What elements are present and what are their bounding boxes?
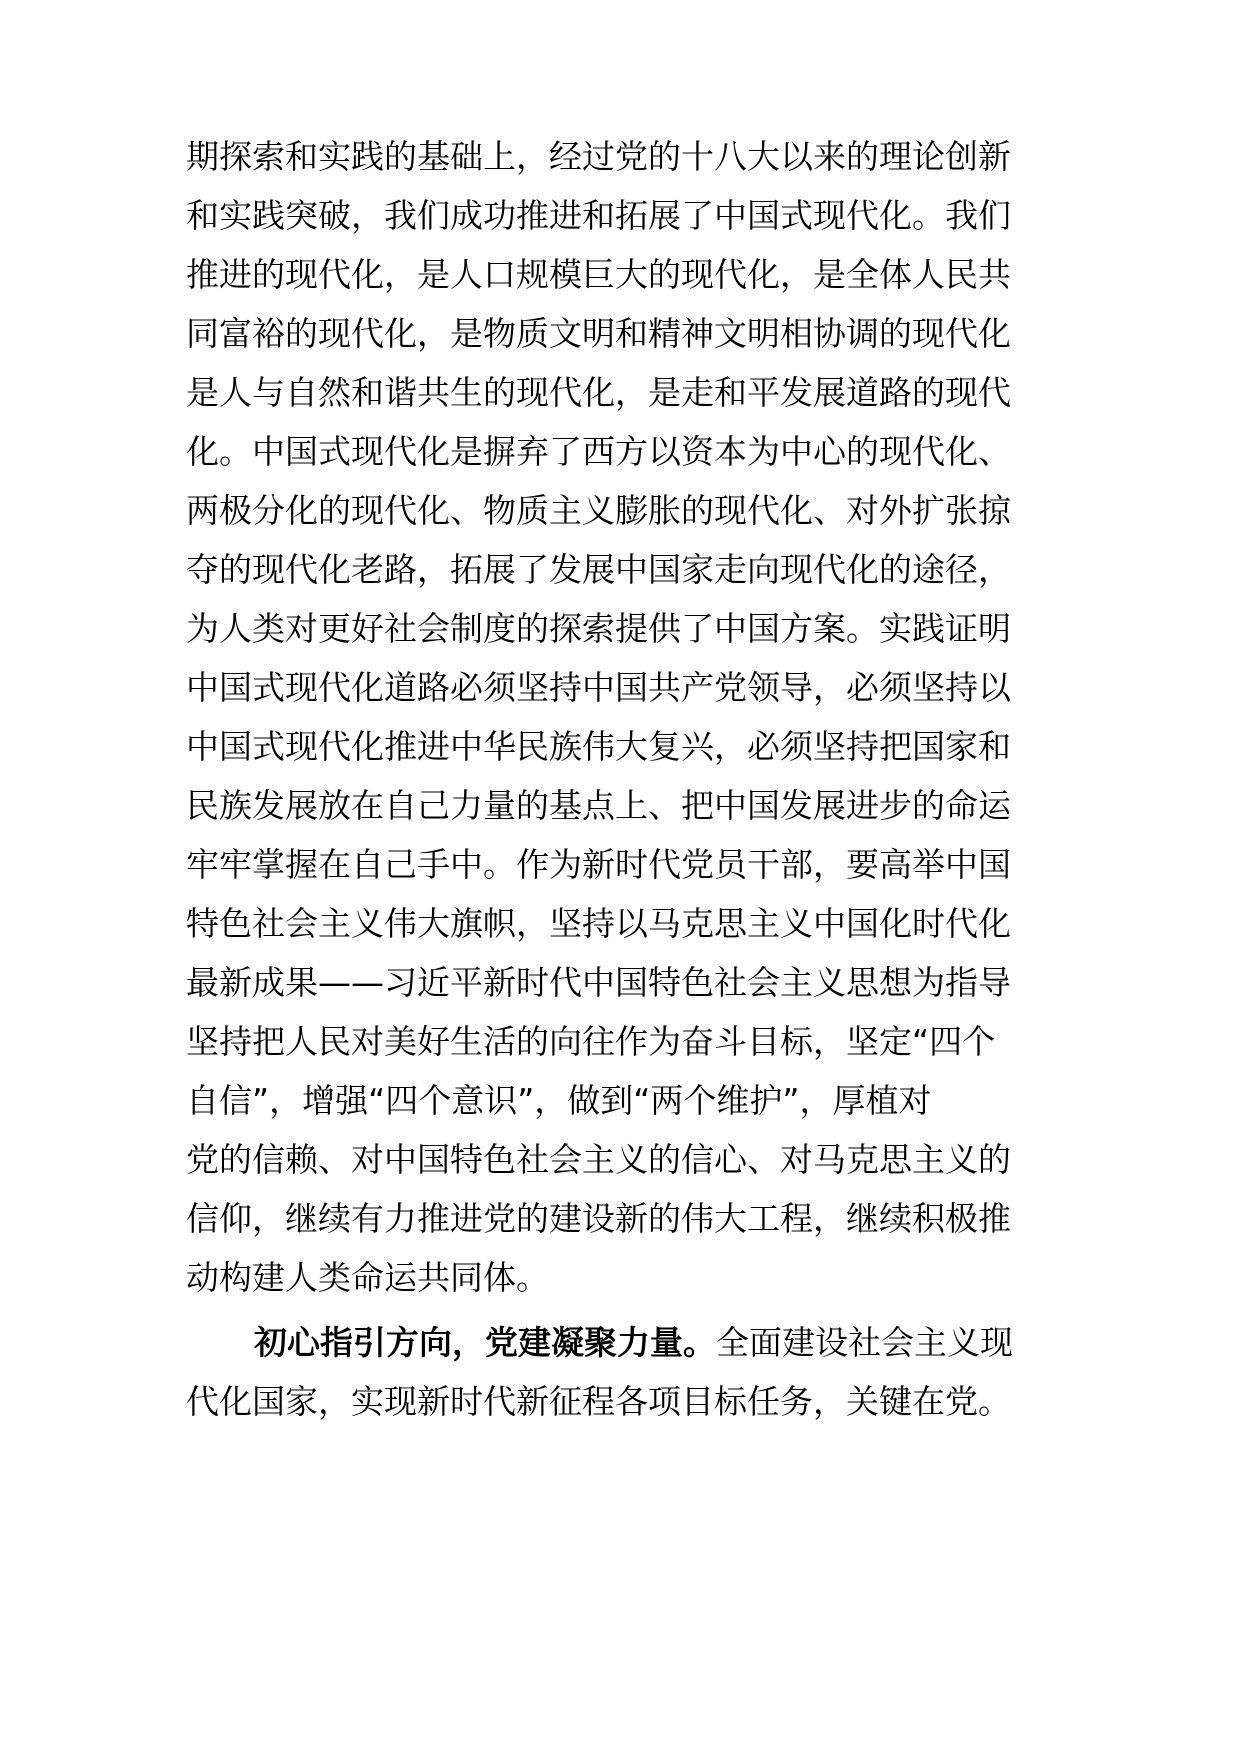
- text-line: 自信”，增强“四个意识”，做到“两个维护”，厚植对: [186, 1081, 932, 1120]
- text-line: 民族发展放在自己力量的基点上、把中国发展进步的命运: [186, 786, 1011, 825]
- text-line: 同富裕的现代化，是物质文明和精神文明相协调的现代化: [186, 314, 1011, 353]
- text-line: 夺的现代化老路，拓展了发展中国家走向现代化的途径，: [186, 550, 1011, 589]
- text-line: 期探索和实践的基础上，经过党的十八大以来的理论创新: [186, 137, 1011, 176]
- paragraph-heading-line: [254, 1310, 1066, 1376]
- text-line: 信仰，继续有力推进党的建设新的伟大工程，继续积极推: [186, 1199, 1011, 1238]
- text-line: 两极分化的现代化、物质主义膨胀的现代化、对外扩张掠: [186, 491, 1011, 530]
- text-line: 动构建人类命运共同体。: [186, 1258, 549, 1297]
- text-line: 为人类对更好社会制度的探索提供了中国方案。实践证明: [186, 609, 1011, 648]
- text-line: 牢牢掌握在自己手中。作为新时代党员干部，要高举中国: [186, 845, 1011, 884]
- paragraph-heading: 初心指引方向，党建凝聚力量。: [254, 1323, 716, 1362]
- paragraph-text: 全面建设社会主义现: [716, 1323, 1013, 1362]
- text-line: 中国式现代化道路必须坚持中国共产党领导，必须坚持以: [186, 668, 1011, 707]
- text-line: 化。中国式现代化是摒弃了西方以资本为中心的现代化、: [186, 432, 1011, 471]
- text-line: 代化国家，实现新时代新征程各项目标任务，关键在党。: [186, 1382, 1011, 1421]
- text-line: 特色社会主义伟大旗帜，坚持以马克思主义中国化时代化: [186, 904, 1011, 943]
- text-line: 党的信赖、对中国特色社会主义的信心、对马克思主义的: [186, 1140, 1011, 1179]
- text-line: 推进的现代化，是人口规模巨大的现代化，是全体人民共: [186, 255, 1011, 294]
- text-line: 坚持把人民对美好生活的向往作为奋斗目标，坚定“四个: [186, 1022, 996, 1061]
- text-line: 和实践突破，我们成功推进和拓展了中国式现代化。我们: [186, 196, 1011, 235]
- text-line: 是人与自然和谐共生的现代化，是走和平发展道路的现代: [186, 373, 1011, 412]
- text-line: 最新成果——习近平新时代中国特色社会主义思想为指导: [186, 963, 1011, 1002]
- text-line: 中国式现代化推进中华民族伟大复兴，必须坚持把国家和: [186, 727, 1011, 766]
